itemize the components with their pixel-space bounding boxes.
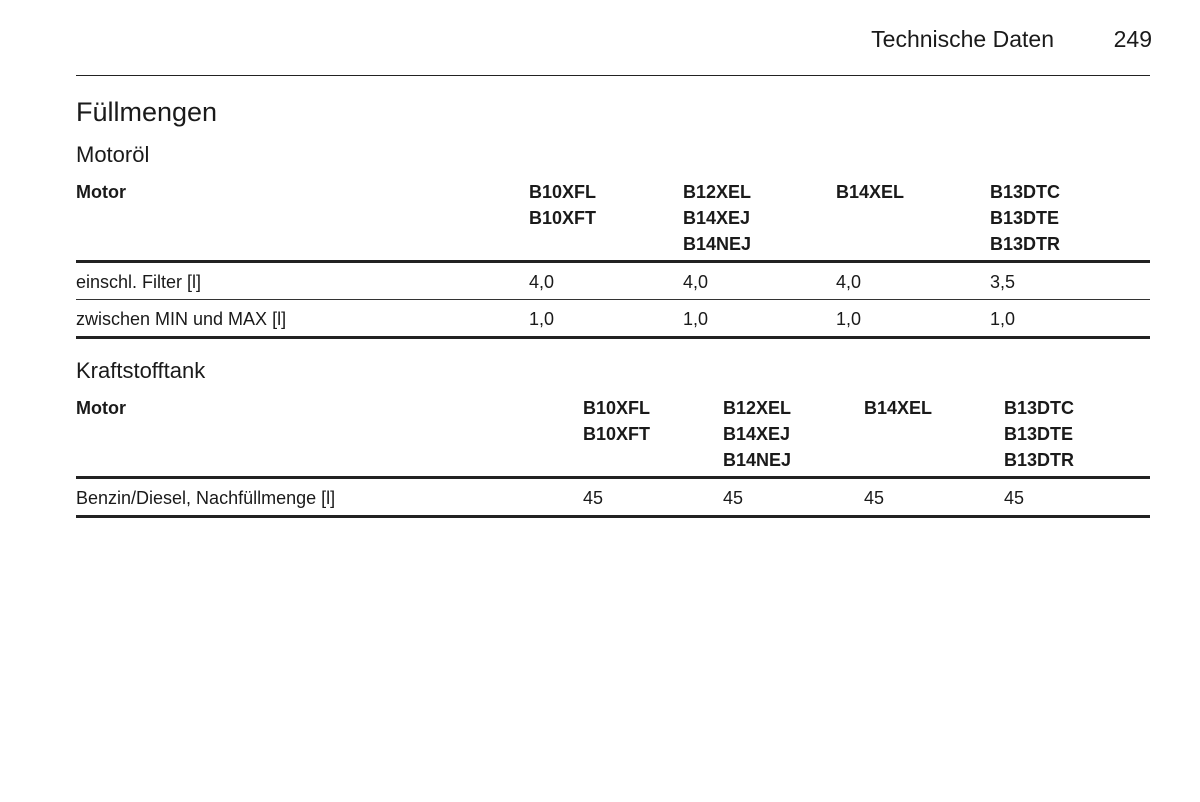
page-number: 249 [1113, 26, 1152, 52]
table-divider [76, 336, 1150, 339]
motoroel-engine-col-4: B13DTC B13DTE B13DTR [990, 182, 1061, 254]
table-cell: 45 [1004, 488, 1025, 508]
table-cell: 45 [583, 488, 604, 508]
table-cell: 1,0 [990, 309, 1016, 329]
table-row-label: einschl. Filter [l] [76, 272, 202, 292]
motoroel-engine-col-2: B12XEL B14XEJ B14NEJ [683, 182, 752, 254]
motoroel-engine-col-3: B14XEL [836, 182, 905, 202]
table-cell: 45 [723, 488, 744, 508]
header-divider [76, 75, 1150, 76]
table-row-label: Benzin/Diesel, Nachfüllmenge [l] [76, 488, 336, 508]
table-cell: 4,0 [683, 272, 709, 292]
table-cell: 1,0 [683, 309, 709, 329]
motoroel-title: Motoröl [76, 142, 150, 167]
kraftstofftank-motor-label: Motor [76, 398, 126, 418]
table-cell: 4,0 [529, 272, 555, 292]
table-divider [76, 299, 1150, 300]
table-divider [76, 515, 1150, 518]
table-row-label: zwischen MIN und MAX [l] [76, 309, 287, 329]
motoroel-motor-label: Motor [76, 182, 126, 202]
table-cell: 1,0 [529, 309, 555, 329]
table-cell: 4,0 [836, 272, 862, 292]
section-title: Füllmengen [76, 97, 218, 127]
table-cell: 3,5 [990, 272, 1016, 292]
table-cell: 1,0 [836, 309, 862, 329]
kraftstofftank-title: Kraftstofftank [76, 358, 206, 383]
page-header-title: Technische Daten [871, 26, 1054, 52]
table-divider [76, 260, 1150, 263]
table-cell: 45 [864, 488, 885, 508]
kraftstofftank-engine-col-4: B13DTC B13DTE B13DTR [1004, 398, 1075, 470]
kraftstofftank-engine-col-1: B10XFL B10XFT [583, 398, 651, 444]
motoroel-engine-col-1: B10XFL B10XFT [529, 182, 597, 228]
kraftstofftank-engine-col-3: B14XEL [864, 398, 933, 418]
table-divider [76, 476, 1150, 479]
kraftstofftank-engine-col-2: B12XEL B14XEJ B14NEJ [723, 398, 792, 470]
